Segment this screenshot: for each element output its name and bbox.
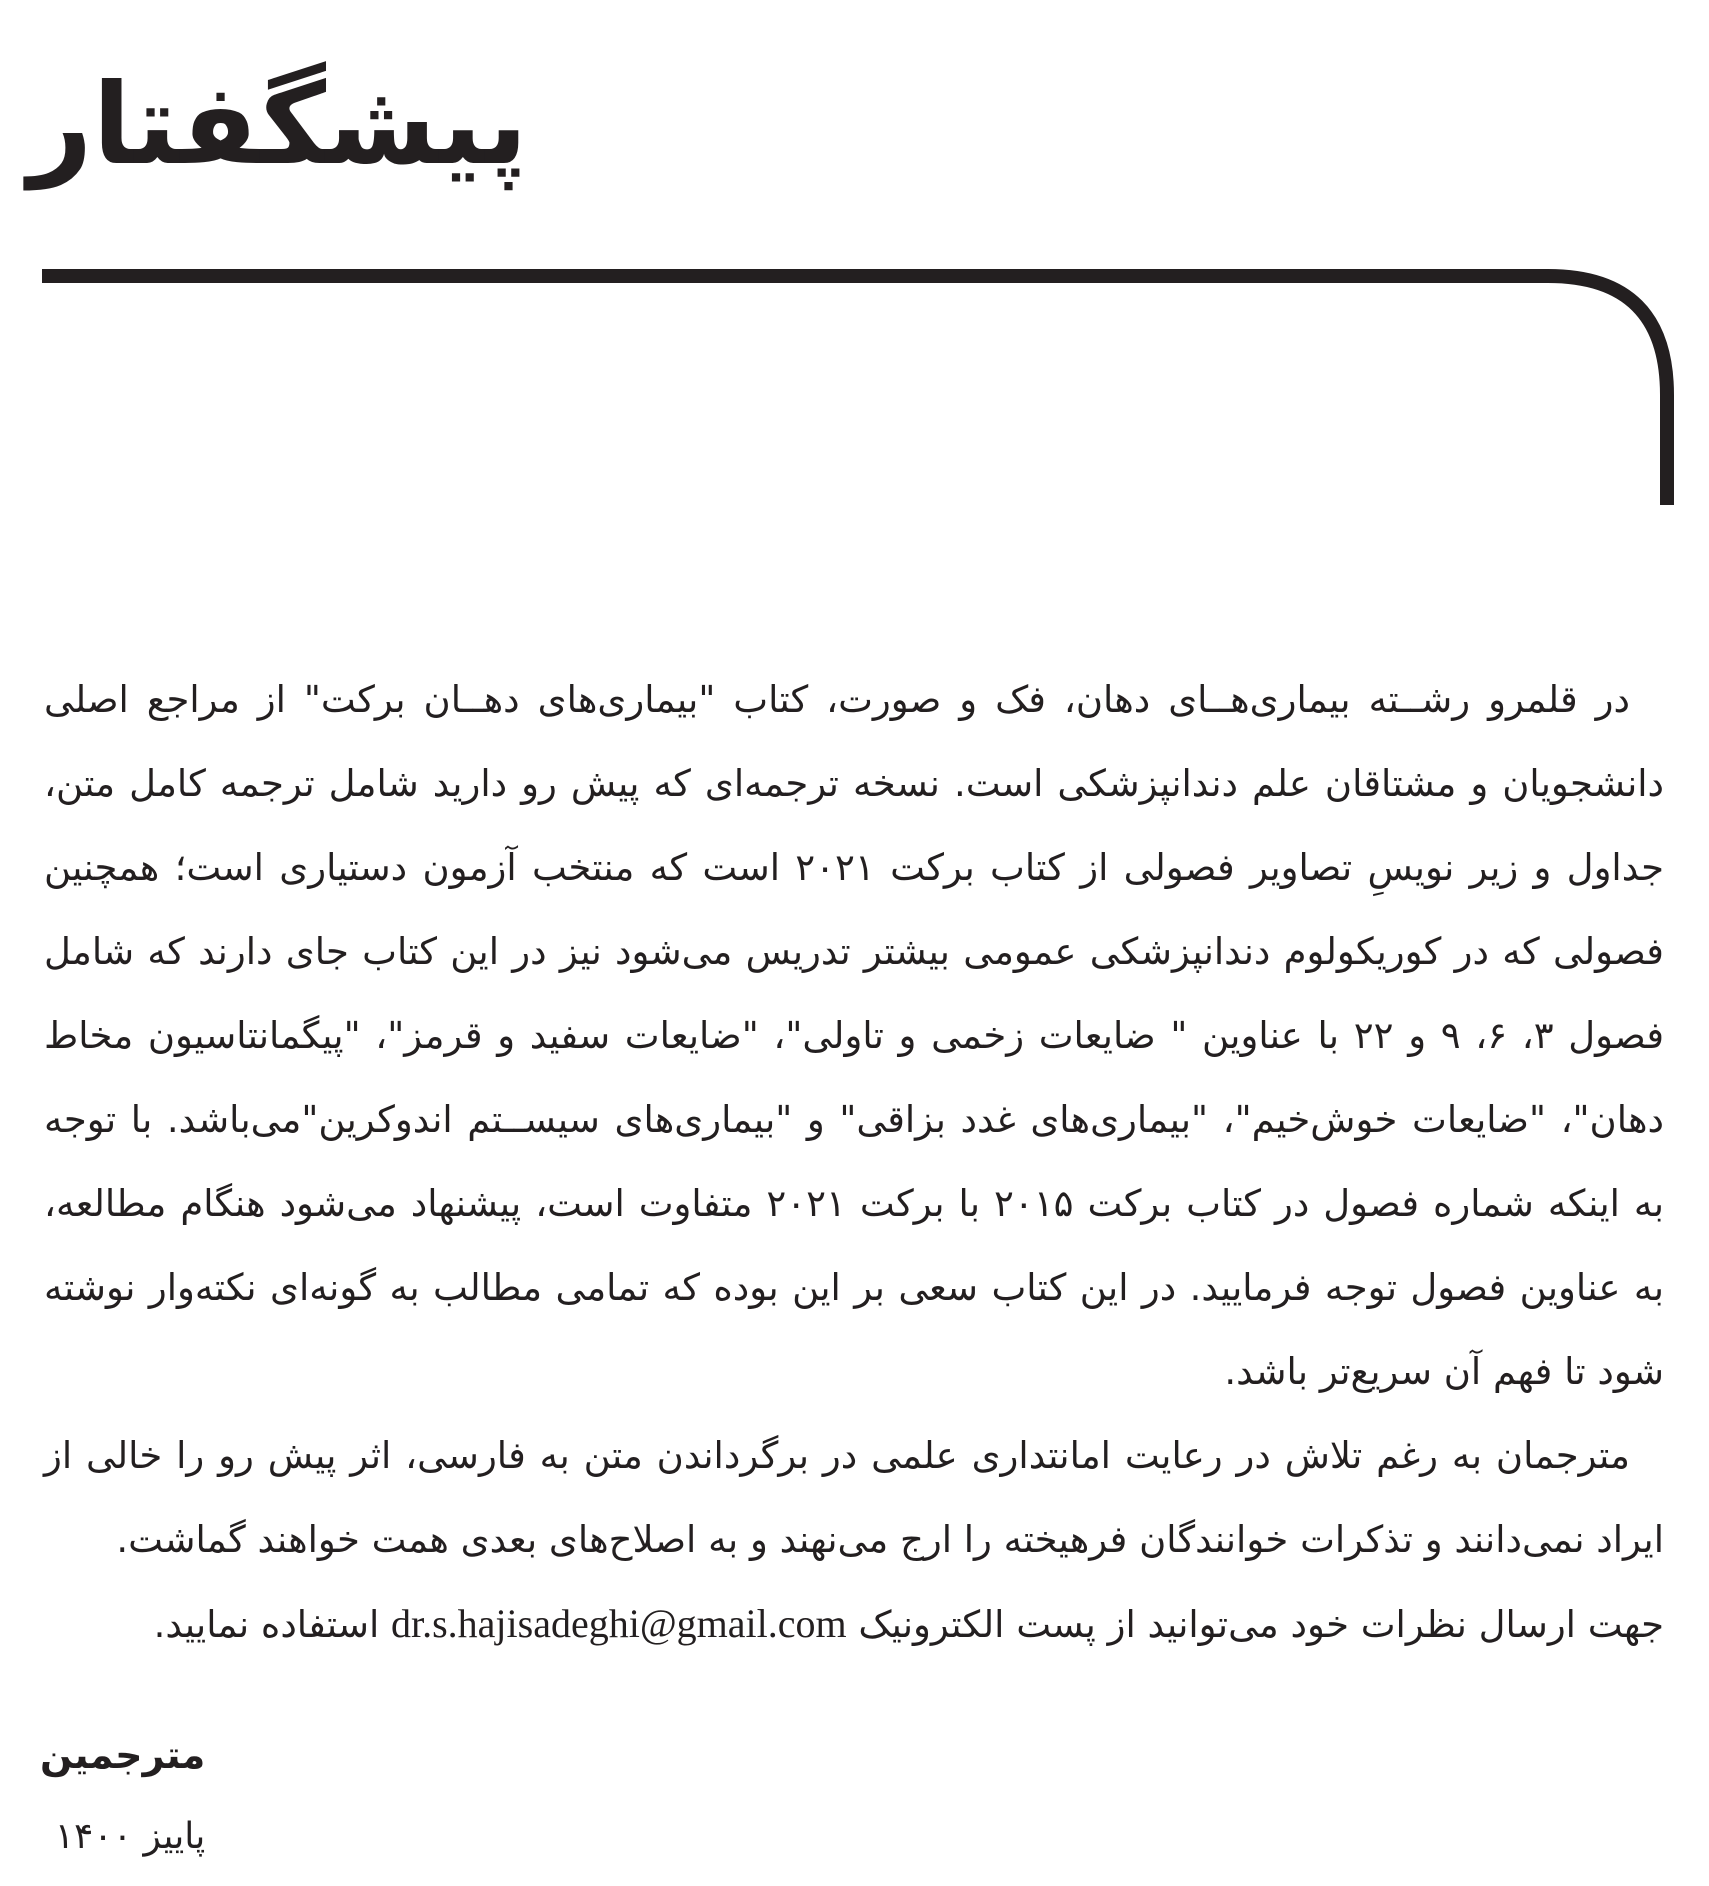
preface-paragraph-2: مترجمان به رغم تلاش در رعایت امانتداری علمی در برگرداندن متن به فارسی، اثر پیش رو را خالی از ایراد نمی‌دانند و تذکرات خوانندگان فرهیخته را ارج می‌نهند و به اصلاح‌های بعدی همت خواهند گماشت. bbox=[44, 1434, 1664, 1561]
page-title: پیشگفتار bbox=[28, 60, 528, 190]
contact-text-before: جهت ارسال نظرات خود می‌توانید از پست الکترونیک bbox=[858, 1603, 1664, 1646]
preface-paragraph-3 bbox=[44, 1582, 1664, 1667]
email-address: dr.s.hajisadeghi@gmail.com bbox=[391, 1601, 847, 1646]
signature-block bbox=[40, 1720, 205, 1872]
header-rule bbox=[0, 0, 1709, 520]
signature-date: پاییز ۱۴۰۰ bbox=[54, 1816, 206, 1857]
contact-text-after: استفاده نمایید. bbox=[153, 1603, 380, 1646]
preface-body bbox=[44, 658, 1664, 1667]
header-rule-line bbox=[42, 276, 1667, 505]
preface-paragraph-1: در قلمرو رشــته بیماری‌هــای دهان، فک و صورت، کتاب "بیماری‌های دهــان برکت" از مراجع اصلی دانشجویان و مشتاقان علم دندانپزشکی است. نسخه ترجمه‌ای که پیش رو دارید شامل ترجمه کامل متن، جداول و زیر نویسِ تصاویر فصولی از کتاب برکت ۲۰۲۱ است که منتخب آزمون دستیاری است؛ همچنین فصولی که در کوریکولوم دندانپزشکی عمومی بیشتر تدریس می‌شود نیز در این کتاب جای دارند که شامل فصول ۳، ۶، ۹ و ۲۲ با عناوین " ضایعات زخمی و تاولی"، "ضایعات سفید و قرمز"، "پیگمانتاسیون مخاط دهان"، "ضایعات خوش‌خیم"، "بیماری‌های غدد بزاقی" و "بیماری‌های سیســتم اندوکرین"می‌باشد. با توجه به اینکه شماره فصول در کتاب برکت ۲۰۱۵ با برکت ۲۰۲۱ متفاوت است، پیشنهاد می‌شود هنگام مطالعه، به عناوین فصول توجه فرمایید. در این کتاب سعی بر این بوده که تمامی مطالب به گونه‌ای نکته‌وار نوشته شود تا فهم آن سریع‌تر باشد. bbox=[44, 678, 1665, 1393]
signature-name: مترجمین bbox=[40, 1733, 206, 1777]
